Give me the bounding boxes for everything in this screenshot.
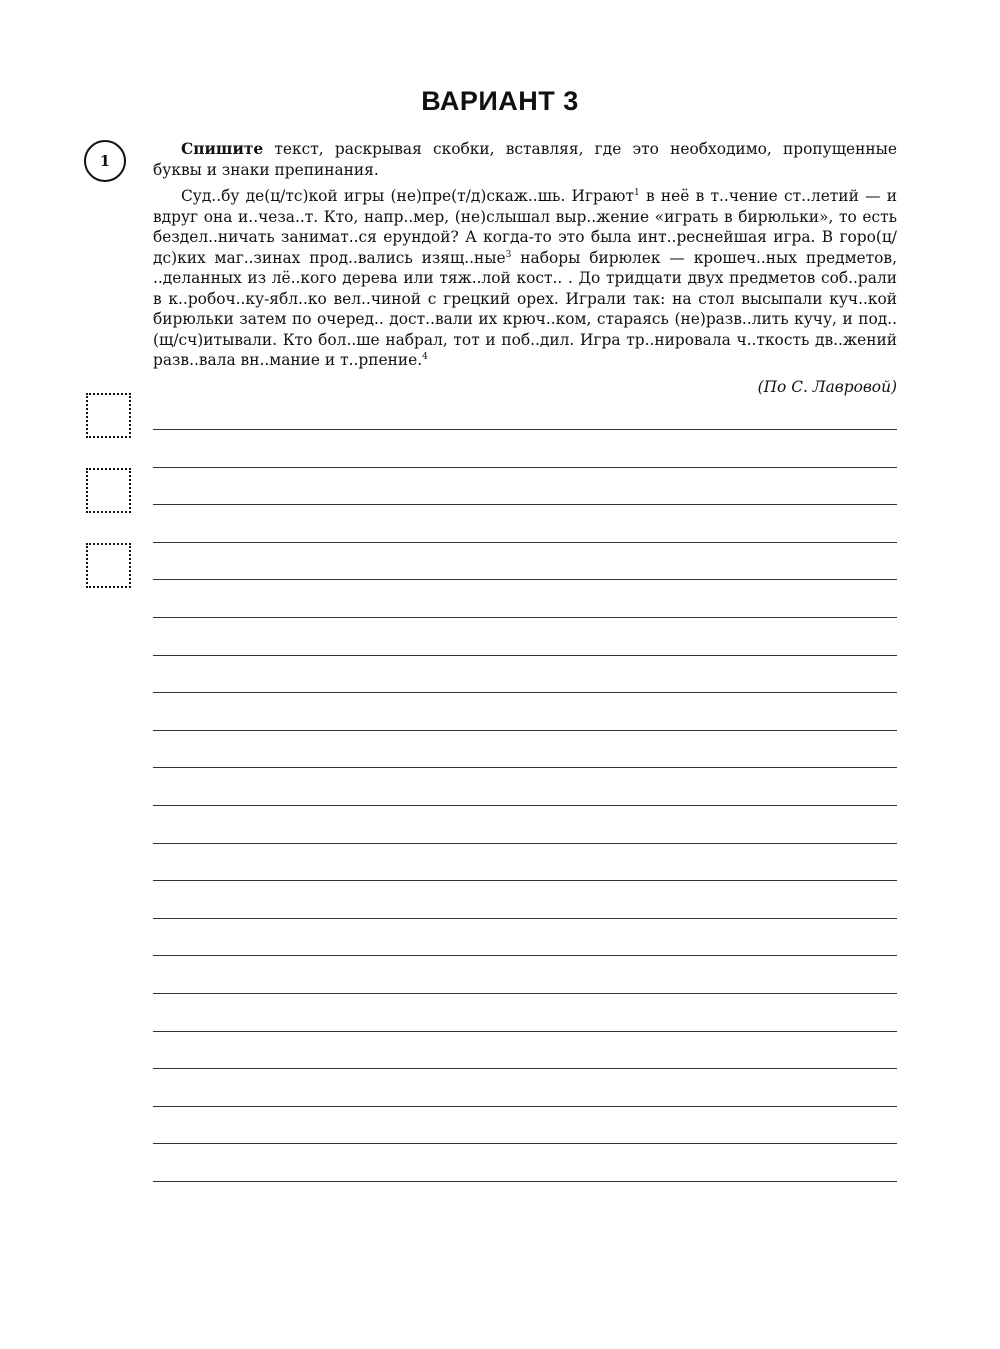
answer-line[interactable] [153,504,897,505]
answer-line[interactable] [153,918,897,919]
answer-line[interactable] [153,1106,897,1107]
task-number: 1 [99,152,111,170]
answer-line[interactable] [153,805,897,806]
task-number-badge [84,140,126,182]
footnote-mark: 3 [505,249,512,260]
score-box-2[interactable] [86,468,131,513]
exercise-text [153,186,897,371]
score-box-1[interactable] [86,393,131,438]
answer-line[interactable] [153,1181,897,1182]
answer-line[interactable] [153,730,897,731]
answer-line[interactable] [153,617,897,618]
answer-line[interactable] [153,767,897,768]
answer-line[interactable] [153,579,897,580]
exercise-text-part: Суд..бу де(ц/тс)кой игры (не)пре(т/д)скаж..шь. Играют [181,187,634,205]
exercise-text-part: наборы бирюлек — крошеч..ных предметов, ..деланных из лё..кого дерева или тяж..лой кост.. . До тридцати двух предметов соб..рали в к..робоч..ку-ябл..ко вел..чиной с грецкий орех. Играли так: на стол высыпали куч..кой бирюльки затем по очеред.. дост..вали их крюч..ком, стараясь (не)разв..лить кучу, и под..(щ/сч)итывали. Кто бол..ше набрал, тот и поб..дил. Игра тр..нировала ч..ткость дв..жений разв..вала вн..мание и т..рпение. [153,248,897,369]
answer-line[interactable] [153,429,897,430]
footnote-mark: 1 [633,188,640,198]
exercise-text-part: в неё в т..чение ст..летий — и вдруг она и..чеза..т. Кто, напр..мер, (не)слышал выр..жение «играть в бирюльки», то есть бездел..ничать занимат..ся ерундой? А когда-то это была инт..реснейшая игра. В горо(ц/дс)ких маг..зинах прод..вались изящ..ные [153,187,897,267]
answer-line[interactable] [153,542,897,543]
answer-line[interactable] [153,880,897,881]
answer-line[interactable] [153,655,897,656]
answer-line[interactable] [153,467,897,468]
answer-line[interactable] [153,843,897,844]
instruction-keyword: Спишите [181,140,264,158]
answer-line[interactable] [153,692,897,693]
footnote-mark: 4 [422,352,428,362]
task-instruction [153,139,897,180]
answer-line[interactable] [153,955,897,956]
answer-line[interactable] [153,993,897,994]
page-title: ВАРИАНТ 3 [421,86,579,116]
score-box-3[interactable] [86,543,131,588]
answer-line[interactable] [153,1031,897,1032]
task-body [153,139,897,371]
answer-line[interactable] [153,1143,897,1144]
instruction-text: текст, раскрывая скобки, вставляя, где это необходимо, пропущенные буквы и знаки препинания. [153,140,897,179]
answer-line[interactable] [153,1068,897,1069]
text-source: (По С. Лавровой) [757,378,897,396]
